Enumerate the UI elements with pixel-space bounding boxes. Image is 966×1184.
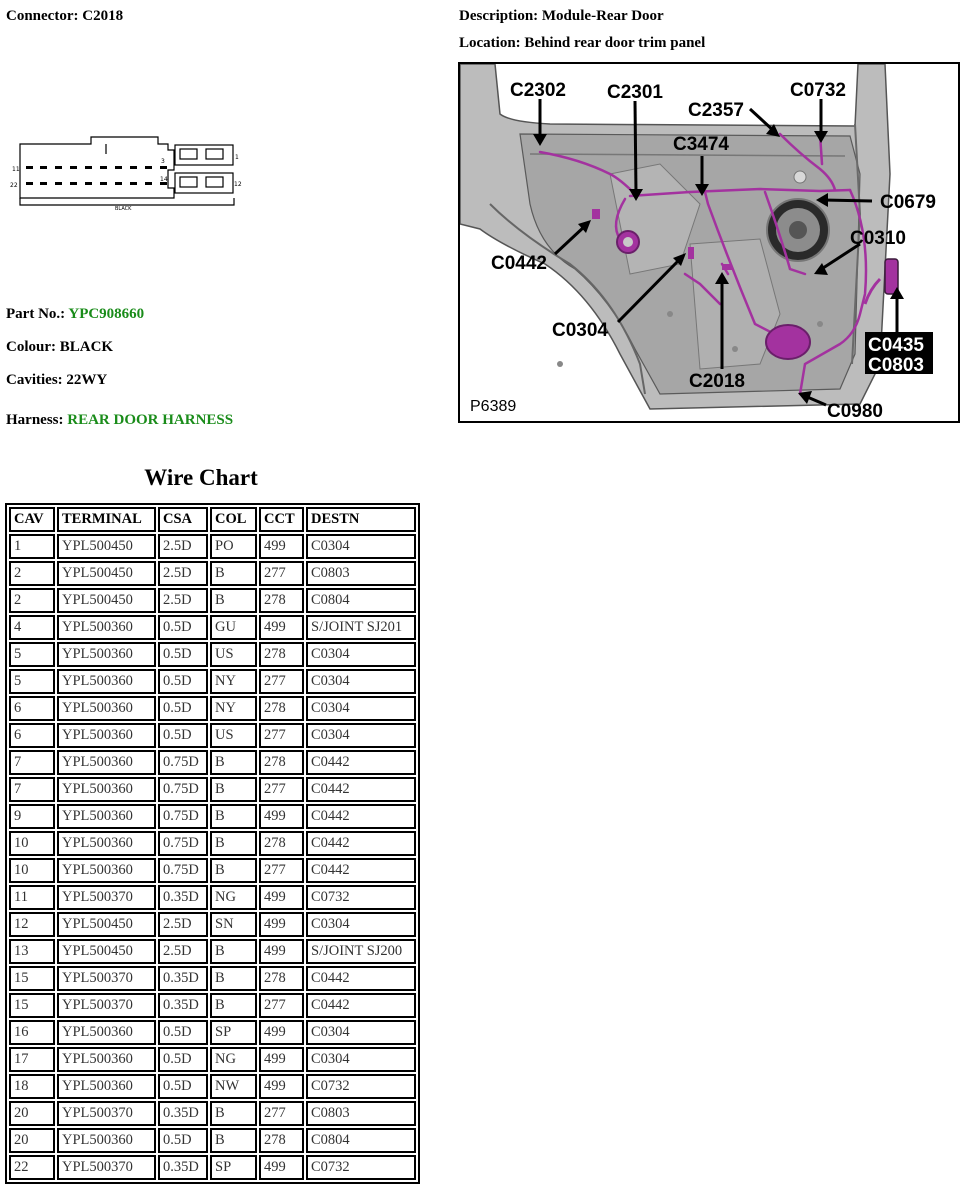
- cell-csa: 0.5D: [158, 1047, 208, 1072]
- cell-terminal: YPL500360: [57, 804, 156, 829]
- cell-col: B: [210, 993, 257, 1018]
- cell-csa: 2.5D: [158, 534, 208, 559]
- table-row: [9, 1047, 416, 1072]
- table-row: [9, 534, 416, 559]
- cell-cct: 277: [259, 669, 304, 694]
- table-row: [9, 912, 416, 937]
- cell-col: SP: [210, 1155, 257, 1180]
- cell-cct: 277: [259, 993, 304, 1018]
- cell-csa: 0.5D: [158, 642, 208, 667]
- door-illustration: [460, 64, 958, 421]
- cell-terminal: YPL500450: [57, 912, 156, 937]
- location-label: Location: Behind rear door trim panel: [459, 35, 706, 51]
- callout-c0803: C0803: [868, 355, 924, 376]
- cell-col: B: [210, 1128, 257, 1153]
- cell-cct: 499: [259, 804, 304, 829]
- cell-col: B: [210, 939, 257, 964]
- cell-col: NG: [210, 1047, 257, 1072]
- cell-csa: 0.35D: [158, 885, 208, 910]
- cell-terminal: YPL500450: [57, 561, 156, 586]
- cell-destn: C0304: [306, 534, 416, 559]
- callout-c0732: C0732: [790, 80, 846, 101]
- cell-csa: 2.5D: [158, 588, 208, 613]
- cell-csa: 0.5D: [158, 723, 208, 748]
- cell-destn: C0732: [306, 1155, 416, 1180]
- wire-chart-table: [5, 503, 420, 1184]
- cell-csa: 0.5D: [158, 1020, 208, 1045]
- cell-destn: C0803: [306, 561, 416, 586]
- part-number-label: Part No.:: [6, 306, 66, 322]
- cell-cav: 16: [9, 1020, 55, 1045]
- cell-cav: 2: [9, 561, 55, 586]
- callout-c0980: C0980: [827, 401, 883, 421]
- cell-terminal: YPL500370: [57, 993, 156, 1018]
- cell-cav: 20: [9, 1128, 55, 1153]
- cell-csa: 0.35D: [158, 1101, 208, 1126]
- cell-cav: 17: [9, 1047, 55, 1072]
- description-label: Description: Module-Rear Door: [459, 8, 664, 24]
- cell-destn: C0304: [306, 696, 416, 721]
- table-row: [9, 885, 416, 910]
- cell-col: B: [210, 777, 257, 802]
- table-row: [9, 939, 416, 964]
- cell-terminal: YPL500360: [57, 1020, 156, 1045]
- cell-col: NY: [210, 669, 257, 694]
- connector-title: Connector: C2018: [6, 8, 124, 24]
- cell-col: B: [210, 804, 257, 829]
- pin-label-1: 1: [235, 154, 239, 161]
- callout-c2301: C2301: [607, 82, 663, 103]
- callout-c0304: C0304: [552, 320, 608, 341]
- pin-label-12: 12: [234, 181, 242, 188]
- cell-cav: 15: [9, 966, 55, 991]
- callout-c2018: C2018: [689, 371, 745, 392]
- cell-cct: 499: [259, 1047, 304, 1072]
- cell-cct: 499: [259, 615, 304, 640]
- cell-cct: 278: [259, 750, 304, 775]
- table-row: [9, 804, 416, 829]
- cell-cct: 499: [259, 534, 304, 559]
- cell-destn: C0803: [306, 1101, 416, 1126]
- cell-cav: 4: [9, 615, 55, 640]
- part-number-link[interactable]: YPC908660: [68, 306, 145, 322]
- cell-destn: C0304: [306, 723, 416, 748]
- cell-terminal: YPL500370: [57, 1155, 156, 1180]
- cell-col: B: [210, 966, 257, 991]
- cell-csa: 0.5D: [158, 615, 208, 640]
- cell-cav: 7: [9, 750, 55, 775]
- cell-cav: 1: [9, 534, 55, 559]
- cell-cct: 278: [259, 588, 304, 613]
- cell-destn: C0804: [306, 588, 416, 613]
- callout-c0435: C0435: [868, 335, 924, 356]
- cell-terminal: YPL500370: [57, 885, 156, 910]
- cell-terminal: YPL500360: [57, 1128, 156, 1153]
- header-cct: CCT: [259, 507, 304, 532]
- table-row: [9, 1020, 416, 1045]
- cell-cct: 278: [259, 1128, 304, 1153]
- cell-cav: 22: [9, 1155, 55, 1180]
- cell-col: SN: [210, 912, 257, 937]
- cell-cct: 277: [259, 723, 304, 748]
- cell-destn: C0304: [306, 1047, 416, 1072]
- cell-csa: 0.75D: [158, 858, 208, 883]
- cell-cav: 5: [9, 669, 55, 694]
- location-figure: [458, 62, 960, 423]
- cell-cct: 278: [259, 831, 304, 856]
- drawing-colour-caption: BLACK: [115, 206, 132, 212]
- cell-cav: 18: [9, 1074, 55, 1099]
- cell-col: PO: [210, 534, 257, 559]
- cell-cct: 499: [259, 939, 304, 964]
- cell-terminal: YPL500360: [57, 723, 156, 748]
- cell-destn: C0304: [306, 912, 416, 937]
- cell-csa: 2.5D: [158, 561, 208, 586]
- cell-col: NG: [210, 885, 257, 910]
- cell-cct: 499: [259, 885, 304, 910]
- cell-terminal: YPL500360: [57, 1047, 156, 1072]
- table-row: [9, 588, 416, 613]
- cell-destn: C0304: [306, 1020, 416, 1045]
- table-row: [9, 669, 416, 694]
- cell-terminal: YPL500370: [57, 1101, 156, 1126]
- cell-destn: C0442: [306, 993, 416, 1018]
- cell-cav: 5: [9, 642, 55, 667]
- cell-col: SP: [210, 1020, 257, 1045]
- cell-col: B: [210, 561, 257, 586]
- cell-terminal: YPL500370: [57, 966, 156, 991]
- header-terminal: TERMINAL: [57, 507, 156, 532]
- cell-destn: C0442: [306, 750, 416, 775]
- cell-cav: 20: [9, 1101, 55, 1126]
- cell-csa: 0.75D: [158, 831, 208, 856]
- cell-cct: 277: [259, 777, 304, 802]
- callout-c0442: C0442: [491, 253, 547, 274]
- cell-col: B: [210, 1101, 257, 1126]
- cell-cct: 277: [259, 1101, 304, 1126]
- table-row: [9, 993, 416, 1018]
- table-row: [9, 1101, 416, 1126]
- connector-face-drawing: [8, 136, 243, 216]
- cell-col: NY: [210, 696, 257, 721]
- cell-terminal: YPL500360: [57, 858, 156, 883]
- header-col: COL: [210, 507, 257, 532]
- cell-destn: C0442: [306, 831, 416, 856]
- cell-cav: 2: [9, 588, 55, 613]
- header-csa: CSA: [158, 507, 208, 532]
- callout-c2357: C2357: [688, 100, 744, 121]
- cell-col: US: [210, 642, 257, 667]
- part-number-row: [6, 306, 144, 323]
- table-row: [9, 1128, 416, 1153]
- figure-id: P6389: [470, 398, 517, 415]
- cell-destn: C0304: [306, 642, 416, 667]
- cell-terminal: YPL500360: [57, 777, 156, 802]
- table-row: [9, 750, 416, 775]
- cell-cct: 499: [259, 1155, 304, 1180]
- cell-terminal: YPL500360: [57, 669, 156, 694]
- table-row: [9, 777, 416, 802]
- table-row: [9, 858, 416, 883]
- cell-cct: 278: [259, 966, 304, 991]
- callout-c2302: C2302: [510, 80, 566, 101]
- callout-c0310: C0310: [850, 228, 906, 249]
- cell-terminal: YPL500360: [57, 750, 156, 775]
- cell-col: GU: [210, 615, 257, 640]
- cell-cav: 11: [9, 885, 55, 910]
- harness-label: Harness:: [6, 412, 64, 428]
- cell-cct: 499: [259, 912, 304, 937]
- cell-destn: C0442: [306, 804, 416, 829]
- harness-row: [6, 412, 233, 429]
- cell-col: US: [210, 723, 257, 748]
- cell-csa: 0.5D: [158, 696, 208, 721]
- cell-csa: 2.5D: [158, 939, 208, 964]
- wire-chart-title: Wire Chart: [144, 465, 258, 490]
- cell-csa: 2.5D: [158, 912, 208, 937]
- harness-link[interactable]: REAR DOOR HARNESS: [67, 412, 234, 428]
- cell-terminal: YPL500360: [57, 696, 156, 721]
- cell-cav: 15: [9, 993, 55, 1018]
- cell-terminal: YPL500450: [57, 939, 156, 964]
- cell-cav: 6: [9, 723, 55, 748]
- cell-destn: S/JOINT SJ200: [306, 939, 416, 964]
- table-row: [9, 1155, 416, 1180]
- header-destn: DESTN: [306, 507, 416, 532]
- cell-cct: 499: [259, 1074, 304, 1099]
- cell-terminal: YPL500360: [57, 1074, 156, 1099]
- table-row: [9, 723, 416, 748]
- cell-destn: C0804: [306, 1128, 416, 1153]
- cell-csa: 0.75D: [158, 777, 208, 802]
- cell-cct: 499: [259, 1020, 304, 1045]
- pin-label-14: 14: [160, 176, 168, 183]
- cell-cav: 12: [9, 912, 55, 937]
- cell-csa: 0.35D: [158, 993, 208, 1018]
- cell-cav: 6: [9, 696, 55, 721]
- cell-cav: 10: [9, 831, 55, 856]
- cell-destn: S/JOINT SJ201: [306, 615, 416, 640]
- cell-csa: 0.5D: [158, 669, 208, 694]
- cell-cct: 277: [259, 858, 304, 883]
- cell-cct: 277: [259, 561, 304, 586]
- cavities-label: Cavities: 22WY: [6, 372, 108, 388]
- cell-col: NW: [210, 1074, 257, 1099]
- cell-cav: 7: [9, 777, 55, 802]
- pin-label-11: 11: [12, 166, 20, 173]
- table-row: [9, 615, 416, 640]
- cell-col: B: [210, 831, 257, 856]
- table-row: [9, 966, 416, 991]
- table-row: [9, 831, 416, 856]
- wire-chart-header-row: [9, 507, 416, 532]
- callout-c3474: C3474: [673, 134, 729, 155]
- cell-cav: 9: [9, 804, 55, 829]
- cell-destn: C0442: [306, 966, 416, 991]
- cell-cct: 278: [259, 696, 304, 721]
- wire-chart-body: [9, 534, 416, 1180]
- table-row: [9, 561, 416, 586]
- colour-label: Colour: BLACK: [6, 339, 114, 355]
- cell-col: B: [210, 858, 257, 883]
- cell-csa: 0.5D: [158, 1074, 208, 1099]
- cell-destn: C0442: [306, 777, 416, 802]
- cell-col: B: [210, 588, 257, 613]
- cell-csa: 0.75D: [158, 750, 208, 775]
- cell-csa: 0.35D: [158, 1155, 208, 1180]
- cell-csa: 0.75D: [158, 804, 208, 829]
- table-row: [9, 642, 416, 667]
- table-row: [9, 1074, 416, 1099]
- cell-destn: C0304: [306, 669, 416, 694]
- callout-c0679: C0679: [880, 192, 936, 213]
- cell-csa: 0.5D: [158, 1128, 208, 1153]
- cell-cav: 10: [9, 858, 55, 883]
- cell-cct: 278: [259, 642, 304, 667]
- cell-terminal: YPL500360: [57, 615, 156, 640]
- cell-destn: C0442: [306, 858, 416, 883]
- pin-label-3: 3: [161, 158, 165, 165]
- cell-cav: 13: [9, 939, 55, 964]
- cell-destn: C0732: [306, 885, 416, 910]
- header-cav: CAV: [9, 507, 55, 532]
- cell-col: B: [210, 750, 257, 775]
- pin-label-22: 22: [10, 182, 18, 189]
- cell-destn: C0732: [306, 1074, 416, 1099]
- cell-terminal: YPL500450: [57, 588, 156, 613]
- table-row: [9, 696, 416, 721]
- cell-terminal: YPL500360: [57, 642, 156, 667]
- cell-terminal: YPL500360: [57, 831, 156, 856]
- cell-csa: 0.35D: [158, 966, 208, 991]
- cell-terminal: YPL500450: [57, 534, 156, 559]
